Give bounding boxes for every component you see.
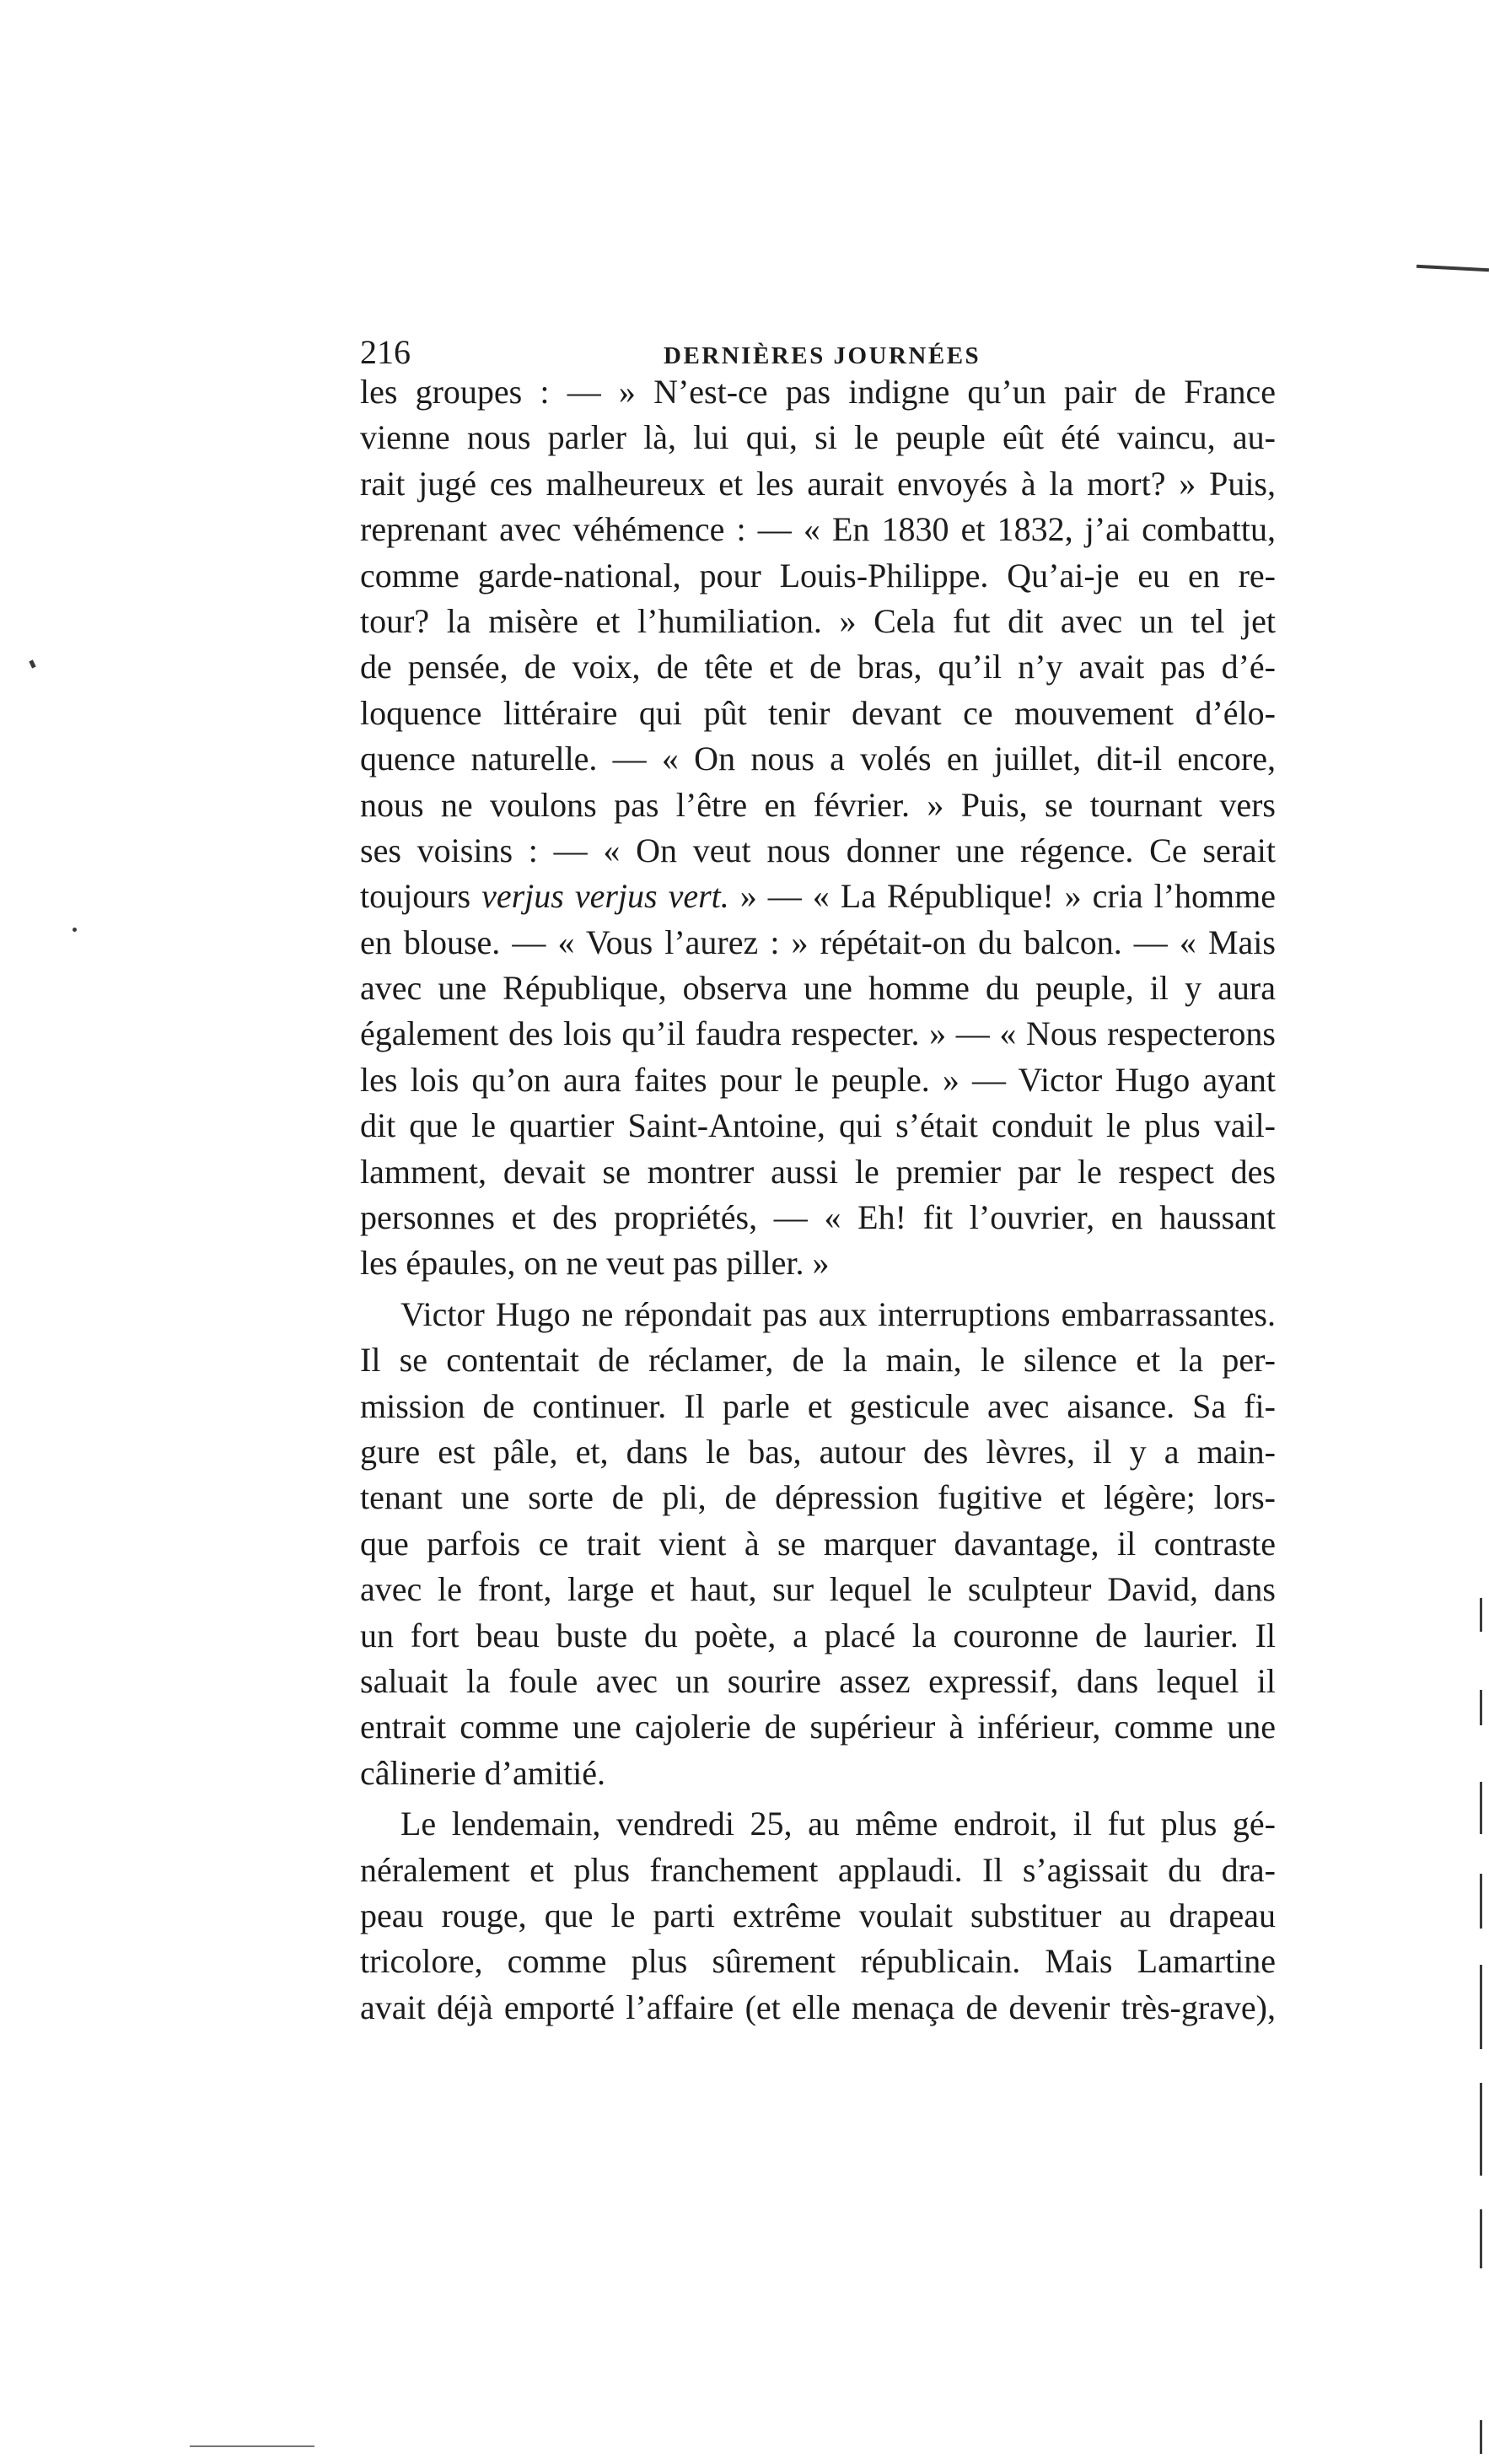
text-line: avait déjà emporté l’affaire (et elle menaça de devenir très-grave),	[360, 1988, 1276, 2026]
text-line: de pensée, de voix, de tête et de bras, qu’il n’y avait pas d’é-	[360, 648, 1276, 686]
line-end: » — « La République! » cria l’homme	[728, 877, 1276, 916]
text-line: comme garde-national, pour Louis-Philippe. Qu’ai-je eu en re-	[360, 556, 1276, 594]
text-line: les lois qu’on aura faites pour le peuple. » — Victor Hugo ayant	[360, 1060, 1276, 1099]
text-line: les groupes : — » N’est-ce pas indigne qu’un pair de France	[360, 373, 1276, 411]
paragraph-2	[360, 1292, 1276, 1796]
scan-edge-line	[1480, 1965, 1482, 2049]
scan-mark-margin-dot	[73, 928, 77, 932]
text-line: peau rouge, que le parti extrême voulait substituer au drapeau	[360, 1896, 1276, 1934]
text-line: tenant une sorte de pli, de dépression fugitive et légère; lors-	[360, 1478, 1276, 1517]
text-line: lamment, devait se montrer aussi le premier par le respect des	[360, 1152, 1276, 1191]
text-line: un fort beau buste du poète, a placé la couronne de laurier. Il	[360, 1616, 1276, 1654]
text-line: personnes et des propriétés, — « Eh! fit l’ouvrier, en haussant	[360, 1198, 1276, 1237]
text-line: que parfois ce trait vient à se marquer davantage, il contraste	[360, 1524, 1276, 1563]
scan-edge-line	[1480, 1690, 1482, 1725]
text-line: Le lendemain, vendredi 25, au même endroit, il fut plus gé-	[400, 1805, 1276, 1843]
text-line: câlinerie d’amitié.	[360, 1753, 605, 1792]
text-line: les épaules, on ne veut pas piller. »	[360, 1244, 830, 1283]
scan-edge-line	[1480, 1874, 1482, 1929]
text-line: dit que le quartier Saint-Antoine, qui s’était conduit le plus vail-	[360, 1106, 1276, 1145]
text-line: ses voisins : — « On veut nous donner une régence. Ce serait	[360, 831, 1276, 869]
line-start: toujours	[360, 877, 482, 916]
text-line: Il se contentait de réclamer, de la main, le silence et la per-	[360, 1341, 1276, 1380]
scan-edge-line	[1480, 1782, 1482, 1834]
text-line: tour? la misère et l’humiliation. » Cela fut dit avec un tel jet	[360, 601, 1276, 640]
text-line-with-italic	[360, 874, 1276, 919]
text-line: tricolore, comme plus sûrement républicain. Mais Lamartine	[360, 1942, 1276, 1981]
text-line: entrait comme une cajolerie de supérieur à inférieur, comme une	[360, 1708, 1276, 1746]
text-line: quence naturelle. — « On nous a volés en juillet, dit-il encore,	[360, 740, 1276, 778]
paragraph-3	[360, 1801, 1276, 2031]
text-line: Victor Hugo ne répondait pas aux interruptions embarrassantes.	[400, 1294, 1276, 1333]
body-text	[360, 369, 1276, 2031]
page-number: 216	[360, 333, 411, 371]
scan-mark-margin-tick	[29, 659, 35, 668]
text-line: avec une République, observa une homme du peuple, il y aura	[360, 969, 1276, 1008]
scan-bottom-rule	[190, 2445, 314, 2447]
paragraph-1	[360, 369, 1276, 1287]
text-line: reprenant avec véhémence : — « En 1830 et 1832, j’ai combattu,	[360, 510, 1276, 549]
scan-edge-line	[1480, 2209, 1482, 2268]
text-line: mission de continuer. Il parle et gesticule avec aisance. Sa fi-	[360, 1386, 1276, 1425]
text-line: rait jugé ces malheureux et les aurait envoyés à la mort? » Puis,	[360, 464, 1276, 503]
text-line: gure est pâle, et, dans le bas, autour des lèvres, il y a main-	[360, 1432, 1276, 1471]
scan-mark-top-dash	[1416, 265, 1489, 272]
text-line: nous ne voulons pas l’être en février. » Puis, se tournant vers	[360, 785, 1276, 824]
text-line: saluait la foule avec un sourire assez expressif, dans lequel il	[360, 1661, 1276, 1700]
scan-edge-line	[1480, 2420, 1482, 2454]
italic-phrase: verjus verjus vert.	[481, 877, 729, 916]
text-line: avec le front, large et haut, sur lequel le sculpteur David, dans	[360, 1570, 1276, 1609]
scan-edge-line	[1480, 1598, 1482, 1632]
text-line: néralement et plus franchement applaudi. Il s’agissait du dra-	[360, 1850, 1276, 1889]
text-line: également des lois qu’il faudra respecter. » — « Nous respecterons	[360, 1014, 1276, 1053]
text-line: en blouse. — « Vous l’aurez : » répétait-on du balcon. — « Mais	[360, 923, 1276, 961]
running-head: DERNIÈRES JOURNÉES	[664, 342, 981, 369]
scan-edge-line	[1480, 2083, 1482, 2176]
text-line: vienne nous parler là, lui qui, si le peuple eût été vaincu, au-	[360, 418, 1276, 457]
text-line: loquence littéraire qui pût tenir devant ce mouvement d’élo-	[360, 693, 1276, 732]
